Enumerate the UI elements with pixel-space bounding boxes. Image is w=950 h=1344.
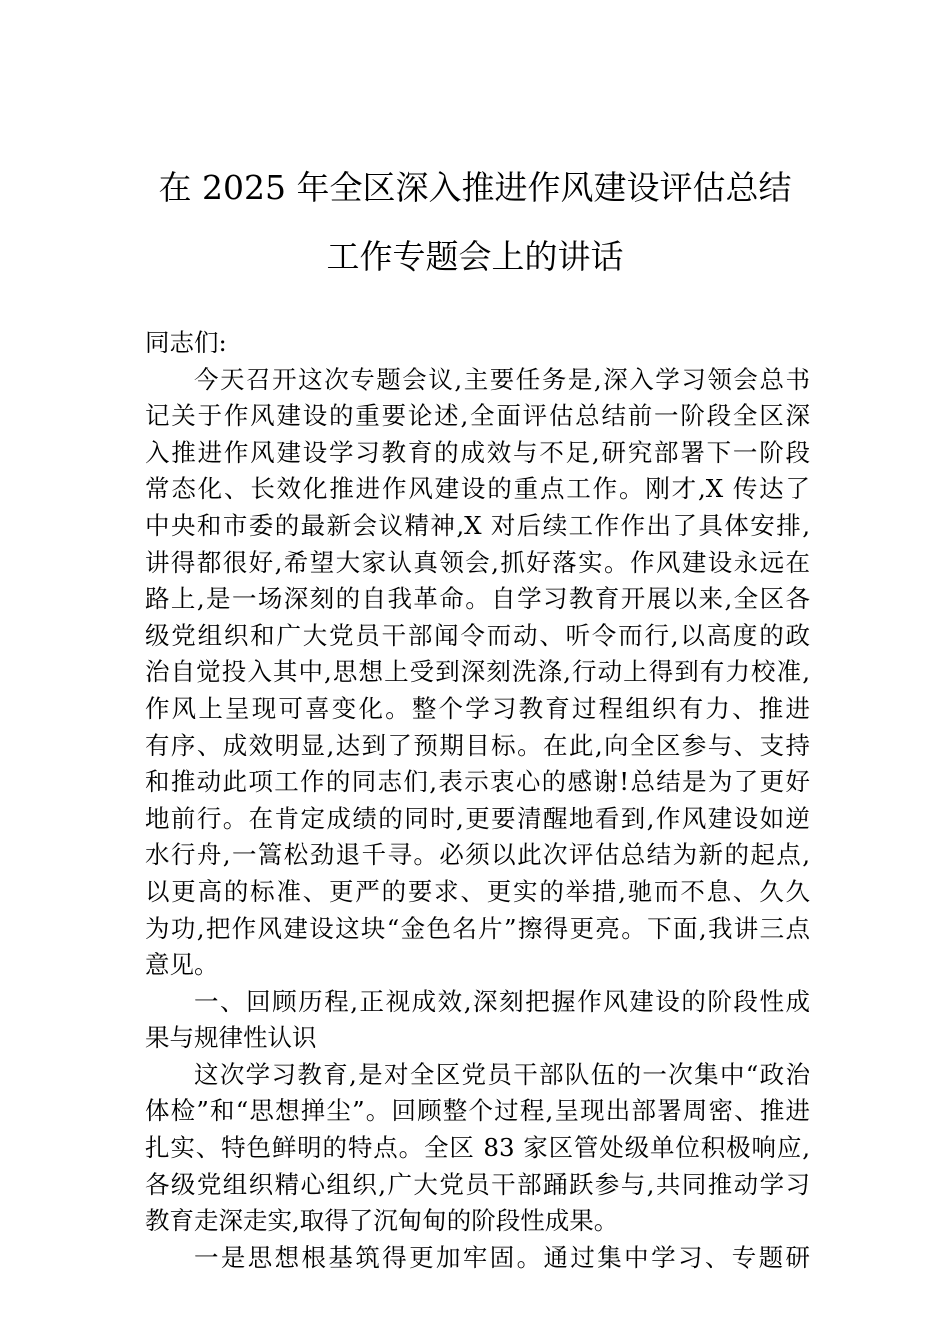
body-text-line: 路上,是一场深刻的自我革命。自学习教育开展以来,全区各: [145, 584, 810, 614]
body-text-line: 以更高的标准、更严的要求、更实的举措,驰而不息、久久: [145, 876, 810, 906]
body-text-line: 水行舟,一篙松劲退千寻。必须以此次评估总结为新的起点,: [145, 840, 810, 870]
body-text-line: 和推动此项工作的同志们,表示衷心的感谢!总结是为了更好: [145, 767, 810, 797]
document-title-line-2: 工作专题会上的讲话: [326, 237, 624, 276]
body-text-line: 今天召开这次专题会议,主要任务是,深入学习领会总书: [194, 364, 810, 394]
body-text-line: 意见。: [145, 950, 219, 980]
body-text-line: 同志们:: [145, 328, 227, 357]
body-text-line: 常态化、长效化推进作风建设的重点工作。刚才,X 传达了: [145, 474, 810, 504]
body-text-line: 级党组织和广大党员干部闻令而动、听令而行,以高度的政: [145, 620, 810, 650]
body-text-line: 扎实、特色鲜明的特点。全区 83 家区管处级单位积极响应,: [145, 1133, 810, 1163]
document-title-line-1: 在 2025 年全区深入推进作风建设评估总结: [158, 168, 792, 207]
body-text-line: 一是思想根基筑得更加牢固。通过集中学习、专题研: [194, 1242, 810, 1272]
body-text-line: 中央和市委的最新会议精神,X 对后续工作作出了具体安排,: [145, 510, 810, 540]
body-text-line: 一、回顾历程,正视成效,深刻把握作风建设的阶段性成: [194, 986, 810, 1016]
body-text-line: 果与规律性认识: [145, 1023, 317, 1053]
body-text-line: 体检”和“思想掸尘”。回顾整个过程,呈现出部署周密、推进: [145, 1096, 810, 1126]
body-text-line: 各级党组织精心组织,广大党员干部踊跃参与,共同推动学习: [145, 1169, 810, 1199]
body-text-line: 入推进作风建设学习教育的成效与不足,研究部署下一阶段: [145, 437, 810, 467]
body-text-line: 有序、成效明显,达到了预期目标。在此,向全区参与、支持: [145, 730, 810, 760]
body-text-line: 这次学习教育,是对全区党员干部队伍的一次集中“政治: [194, 1059, 810, 1089]
body-text-line: 地前行。在肯定成绩的同时,更要清醒地看到,作风建设如逆: [145, 803, 810, 833]
speech-body: [145, 325, 810, 1276]
body-text-line: 教育走深走实,取得了沉甸甸的阶段性成果。: [145, 1206, 619, 1236]
body-text-line: 记关于作风建设的重要论述,全面评估总结前一阶段全区深: [145, 401, 810, 431]
body-text-line: 作风上呈现可喜变化。整个学习教育过程组织有力、推进: [145, 693, 810, 723]
body-text-line: 为功,把作风建设这块“金色名片”擦得更亮。下面,我讲三点: [145, 913, 810, 943]
body-text-line: 治自觉投入其中,思想上受到深刻洗涤,行动上得到有力校准,: [145, 657, 810, 687]
body-text-line: 讲得都很好,希望大家认真领会,抓好落实。作风建设永远在: [145, 547, 810, 577]
